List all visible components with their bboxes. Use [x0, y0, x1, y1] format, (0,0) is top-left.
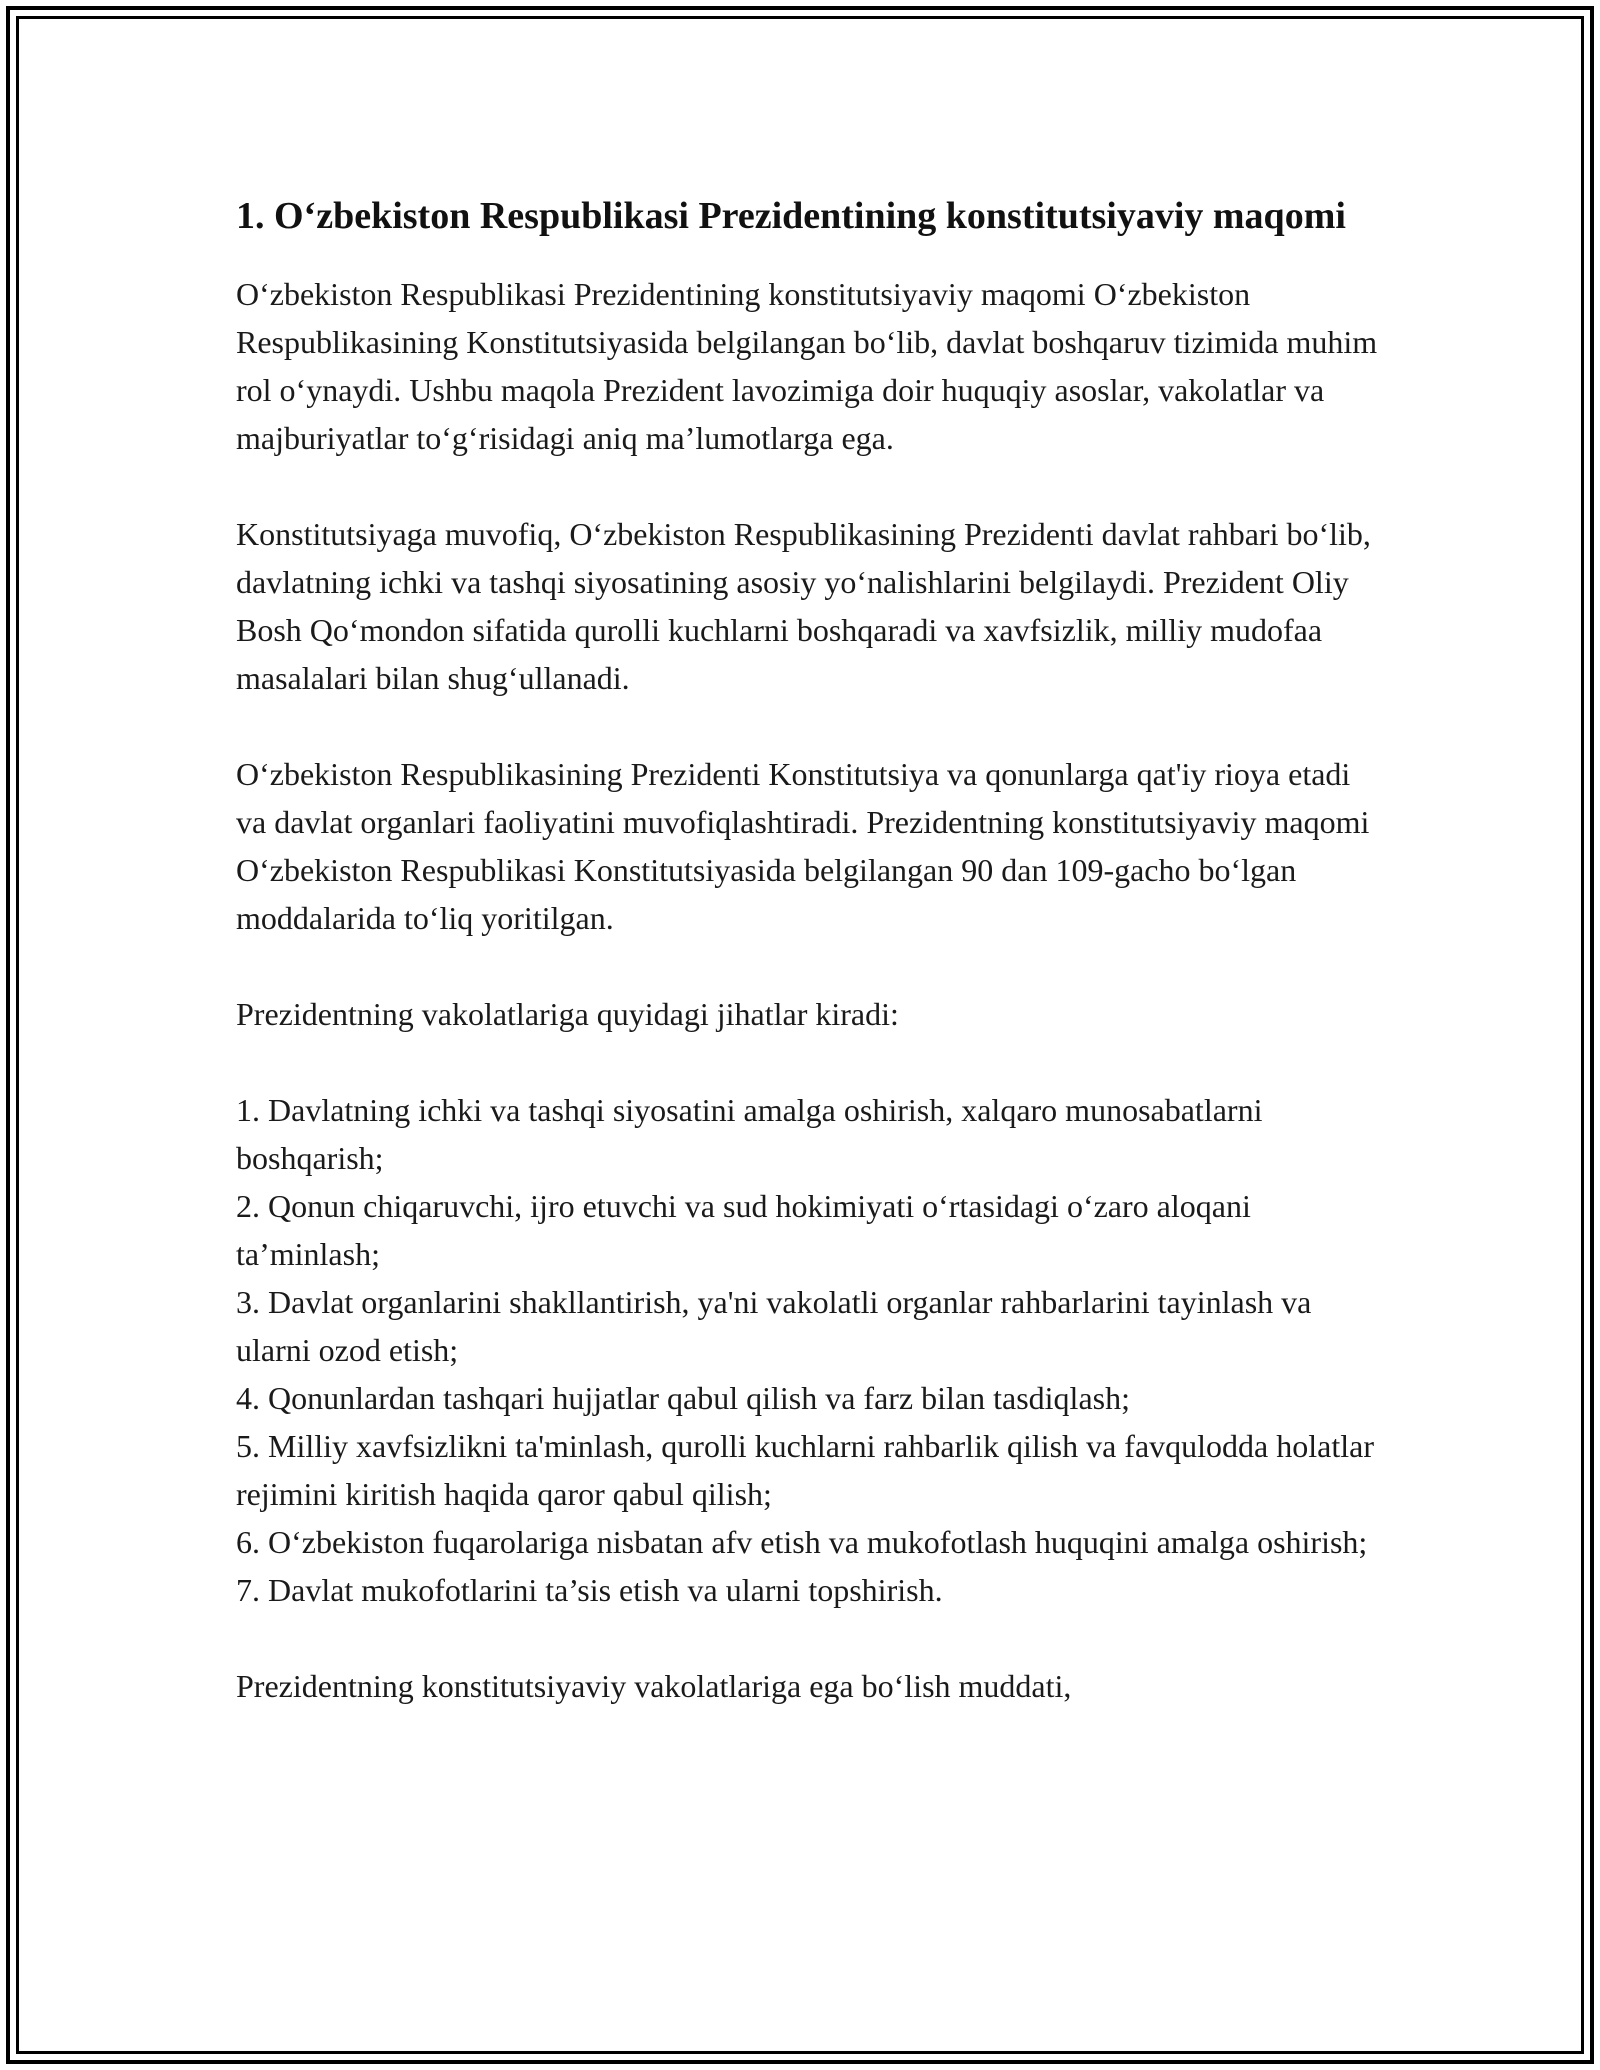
document-title: 1. O‘zbekiston Respublikasi Prezidentining konstitutsiyaviy maqomi: [236, 195, 1346, 237]
paragraph-powers-intro: Prezidentning vakolatlariga quyidagi jihatlar kiradi:: [236, 996, 899, 1032]
list-item: 6. O‘zbekiston fuqarolariga nisbatan afv etish va mukofotlash huquqini amalga oshirish;: [236, 1524, 1368, 1560]
paragraph-head-of-state: Konstitutsiyaga muvofiq, O‘zbekiston Respublikasining Prezidenti davlat rahbari bo‘lib, davlatning ichki va tashqi siyosatining asosiy yo‘nalishlarini belgilaydi. Prezident Oliy Bosh Qo‘mondon sifatida qurolli kuchlarni boshqaradi va xavfsizlik, milliy mudofaa masalalari bilan shug‘ullanadi.: [236, 516, 1371, 696]
list-item: 4. Qonunlardan tashqari hujjatlar qabul qilish va farz bilan tasdiqlash;: [236, 1380, 1130, 1416]
list-item: 3. Davlat organlarini shakllantirish, ya'ni vakolatli organlar rahbarlarini tayinlash va ularni ozod etish;: [236, 1284, 1312, 1368]
paragraph-intro: O‘zbekiston Respublikasi Prezidentining konstitutsiyaviy maqomi O‘zbekiston Respublikasining Konstitutsiyasida belgilangan bo‘lib, davlat boshqaruv tizimida muhim rol o‘ynaydi. Ushbu maqola Prezident lavozimiga doir huquqiy asoslar, vakolatlar va majburiyatlar to‘g‘risidagi aniq ma’lumotlarga ega.: [236, 276, 1378, 456]
paragraph-constitution-articles: O‘zbekiston Respublikasining Prezidenti Konstitutsiya va qonunlarga qat'iy rioya etadi va davlat organlari faoliyatini muvofiqlashtiradi. Prezidentning konstitutsiyaviy maqomi O‘zbekiston Respublikasi Konstitutsiyasida belgilangan 90 dan 109-gacho bo‘lgan moddalarida to‘liq yoritilgan.: [236, 756, 1370, 936]
list-item: 7. Davlat mukofotlarini ta’sis etish va ularni topshirish.: [236, 1572, 943, 1608]
list-item: 5. Milliy xavfsizlikni ta'minlash, qurolli kuchlarni rahbarlik qilish va favqulodda holatlar rejimini kiritish haqida qaror qabul qilish;: [236, 1428, 1374, 1512]
document-body: [236, 188, 1386, 1758]
list-item: 1. Davlatning ichki va tashqi siyosatini amalga oshirish, xalqaro munosabatlarni boshqarish;: [236, 1092, 1263, 1176]
powers-list: [236, 1086, 1386, 1614]
paragraph-closing: Prezidentning konstitutsiyaviy vakolatlariga ega bo‘lish muddati,: [236, 1668, 1072, 1704]
list-item: 2. Qonun chiqaruvchi, ijro etuvchi va sud hokimiyati o‘rtasidagi o‘zaro aloqani ta’minlash;: [236, 1188, 1251, 1272]
